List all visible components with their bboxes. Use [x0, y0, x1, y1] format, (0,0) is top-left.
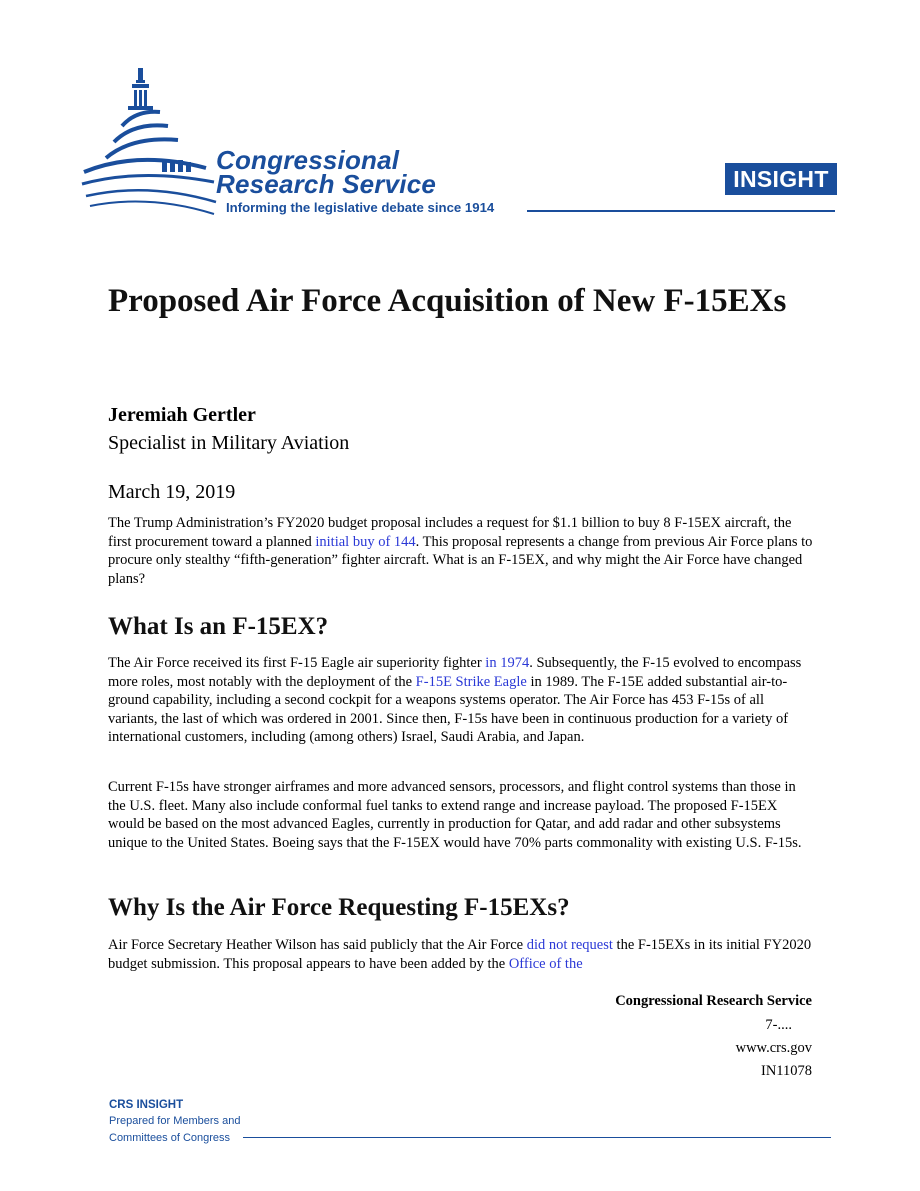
intro-text-2: . This proposal represents a change from previous Air Force plans to procure only stealthy “fifth-generation” fighter aircraft. What is an F-15EX, and why might the Air Force have changed plans?: [108, 533, 813, 587]
office-of-the-link[interactable]: Office of the: [508, 955, 583, 972]
section-heading-what-is: What Is an F-15EX?: [108, 613, 329, 640]
footer-rule: [243, 1137, 831, 1138]
insight-badge: INSIGHT: [725, 163, 837, 195]
publication-date: March 19, 2019: [108, 481, 236, 503]
org-name-line2: Research Service: [216, 169, 437, 199]
intro-paragraph: [108, 514, 813, 588]
s1p1-text-1: The Air Force received its first F-15 Eagle air superiority fighter: [108, 655, 486, 671]
author-name: Jeremiah Gertler: [108, 404, 256, 426]
f15e-strike-eagle-link[interactable]: F-15E Strike Eagle: [415, 673, 527, 690]
section-heading-why-requesting: Why Is the Air Force Requesting F-15EXs?: [108, 894, 570, 921]
footer-url: www.crs.gov: [735, 1040, 812, 1056]
section1-paragraph-2: Current F-15s have stronger airframes and more advanced sensors, processors, and flight control systems than those in the U.S. fleet. Many also include conformal fuel tanks to extend range and increase payload. The proposed F-15EX would be based on the most advanced Eagles, currently in production for Qatar, and add radar and other subsystems unique to the United States. Boeing says that the F-15EX would have 70% parts commonality with existing U.S. F-15s.: [108, 779, 802, 851]
section2-paragraph-1: [108, 936, 813, 973]
document-title: Proposed Air Force Acquisition of New F-15EXs: [108, 283, 787, 319]
tagline-rule: [527, 210, 835, 212]
footer-code: 7-....: [765, 1017, 792, 1033]
footer-prepared-line1: Prepared for Members and: [109, 1115, 241, 1127]
footer-prepared-line2: Committees of Congress: [109, 1132, 231, 1144]
org-tagline: Informing the legislative debate since 1914: [226, 200, 495, 215]
section1-paragraph-1: [108, 654, 813, 747]
footer-crs-insight-label: CRS INSIGHT: [109, 1099, 184, 1111]
s2p1-text-2: the F-15EXs in its initial FY2020 budget submission. This proposal appears to have been added by the: [108, 937, 812, 972]
s1p1-text-2: . Subsequently, the F-15 evolved to encompass more roles, most notably with the deployment of the: [108, 655, 802, 690]
footer-org-name: Congressional Research Service: [615, 993, 812, 1009]
did-not-request-link[interactable]: did not request: [526, 937, 613, 953]
intro-text-1: The Trump Administration’s FY2020 budget proposal includes a request for $1.1 billion to buy 8 F-15EX aircraft, the first procurement toward a planned: [108, 515, 792, 550]
author-role: Specialist in Military Aviation: [108, 432, 350, 454]
s1p1-text-3: in 1989. The F-15E added substantial air-to-ground capability, including a second cockpit for a weapons systems operator. The Air Force has 453 F-15s of all variants, the last of which was ordered in 2001. Since then, F-15s have been in continuous production for a variety of international customers, including (among others) Israel, Saudi Arabia, and Japan.: [108, 673, 789, 746]
initial-buy-link[interactable]: initial buy of 144: [315, 533, 416, 550]
crs-capitol-dome-logo: [78, 64, 228, 220]
in-1974-link[interactable]: in 1974: [485, 655, 530, 671]
footer-report-id: IN11078: [760, 1063, 812, 1079]
org-name-line1: Congressional: [216, 145, 400, 175]
s2p1-text-1: Air Force Secretary Heather Wilson has said publicly that the Air Force: [108, 937, 527, 953]
